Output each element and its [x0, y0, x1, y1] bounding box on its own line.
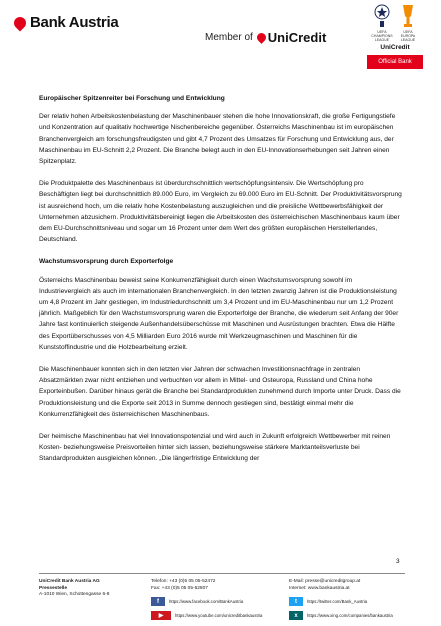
twitter-link[interactable] [289, 597, 367, 606]
uefa-official-bank-badge [367, 0, 423, 70]
section-heading-research: Europäischer Spitzenreiter bei Forschung und Entwicklung [39, 95, 225, 102]
youtube-icon: ▶ [151, 611, 171, 620]
facebook-link[interactable] [151, 597, 243, 606]
youtube-url[interactable]: https://www.youtube.com/unicreditbankaustria [175, 613, 263, 618]
europa-league-icon [399, 2, 417, 30]
xing-link[interactable] [289, 611, 393, 620]
page-footer [39, 573, 405, 626]
unicredit-label: UniCredit [267, 30, 327, 45]
page-header [0, 0, 441, 80]
champions-league-label: UEFA CHAMPIONS LEAGUE [371, 30, 393, 42]
facebook-icon: f [151, 597, 165, 606]
official-bank-label: Official Bank [367, 55, 423, 69]
xing-icon: x [289, 611, 303, 620]
europa-league-logo [399, 2, 417, 42]
section-heading-growth: Wachstumsvorsprung durch Exporterfolge [39, 258, 174, 266]
member-of-label: Member of [205, 32, 253, 43]
xing-url[interactable]: https://www.xing.com/companies/bankaustria [307, 613, 393, 618]
europa-league-label: UEFA EUROPA LEAGUE [400, 30, 416, 42]
facebook-url[interactable]: https://www.facebook.com/BankAustria [169, 599, 244, 604]
footer-email[interactable]: E-Mail: presse@unicreditgroup.at [289, 579, 361, 584]
badge-unicredit-label: UniCredit [380, 44, 410, 51]
twitter-icon: t [289, 597, 303, 606]
footer-web[interactable]: Internet: www.bankaustria.at [289, 585, 350, 591]
paragraph: Der relativ hohen Arbeitskostenbelastung der Maschinenbauer stehen die hohe Innovationskraft, die große Fertigungstiefe und Konzentration auf qualitativ hochwertige Nischenbereiche gegenüber. Österreichs Maschinenbau ist im europäischen Branchenvergleich am forschungsfreudigsten und gibt 4,7 Prozent des Umsatzes für Forschung und Entwicklung aus, der Maschinenbau im EU-Schnitt 2,2 Prozent. Die Branche belegt auch in den EU-Innovationserhebungen seit Jahren einen Spitzenplatz. [39, 113, 396, 166]
paragraph: Die Produktpalette des Maschinenbaus ist überdurchschnittlich wertschöpfungsintensiv. Die Wertschöpfung pro Beschäftigten liegt bei durchschnittlich 89.000 Euro, im Vergleich zu 69.000 Euro im EU-Schnitt. Der Produktivitätsvorsprung ist ausreichend hoch, um die relativ hohe Kostenbelastung auszugleichen und die preisliche Wettbewerbsfähigkeit der Unternehmen abzusichern. Produktivitätsbereinigt liegen die Arbeitskosten des österreichischen Maschinenbaus kaum über dem EU-Durchschnittsniveau und sogar um 16 Prozent unter dem Wert des größten europäischen Herstellerlandes, Deutschland. [39, 180, 402, 244]
press-release-body [39, 93, 405, 476]
unicredit-logo-icon [12, 14, 29, 31]
footer-fax: Fax: +43 (0)5 05 05-52807 [151, 585, 208, 591]
brand-name: Bank Austria [30, 14, 119, 31]
footer-street: A-1010 Wien, Schottengasse 6-8 [39, 592, 110, 597]
youtube-link[interactable] [151, 611, 262, 620]
paragraph: Österreichs Maschinenbau beweist seine Konkurrenzfähigkeit durch einen Wachstumsvorsprung sowohl im Industrievergleich als auch im internationalen Branchenvergleich. In den letzten zwanzig Jahren ist die Produktionsleistung um 4,8 Prozent im Jahr gestiegen, im Industriedurchschnitt um 3,4 Prozent und im EU-Maschinenbau nur um 1,2 Prozent jährlich. Maßgeblich für den Wachstumsvorsprung waren die Exporterfolge der Branche, die wiederum seit Anfang der 90er Jahre fast kontinuierlich steigende Außenhandelsüberschüsse mit Maschinen und Ausrüstungen brachten. Etwa die Hälfte des Exportüberschusses von 4,5 Milliarden Euro 2016 wurde mit Werkzeugmaschinen und Maschinen für die Kunststoffindustrie und die Holzbearbeitung erzielt. [39, 276, 399, 351]
footer-contact [289, 579, 360, 592]
footer-tel: Telefon: +43 (0)5 05 05-52472 [151, 579, 216, 584]
footer-dept: Pressestelle [39, 585, 68, 591]
champions-league-icon [373, 2, 391, 30]
footer-address [39, 579, 109, 599]
member-of-unicredit [205, 30, 326, 45]
champions-league-logo [373, 2, 391, 42]
bank-austria-logo [14, 14, 118, 31]
footer-company: UniCredit Bank Austria AG [39, 579, 100, 584]
unicredit-icon [255, 31, 268, 44]
paragraph: Der heimische Maschinenbau hat viel Innovationspotenzial und wird auch in Zukunft erfolgreich Wettbewerber mit reinen Kosten- beziehungsweise Preisvorteilen hinter sich lassen, beziehungsweise stärkere Marktanteilsverluste bei Standardprodukten ausgleichen können. „Die längerfristige Entwicklung der [39, 433, 391, 463]
paragraph: Die Maschinenbauer konnten sich in den letzten vier Jahren der schwachen Investitionsnachfrage in zentralen Absatzmärkten zwar nicht entziehen und verbuchten vor allem in Mittel- und Osteuropa, Russland und China hohe Exporteinbußen. Darüber hinaus gerät die Branche bei Standardprodukten zunehmend durch Importe unter Druck. Dass die Produktionsleistung und die Exporte seit 2013 in Summe dennoch gestiegen sind, bestätigt einmal mehr die Konkurrenzfähigkeit des österreichischen Maschinenbaus. [39, 366, 401, 418]
page-number: 3 [396, 558, 400, 565]
twitter-url[interactable]: https://twitter.com/Bank_Austria [307, 599, 368, 604]
footer-phone [151, 579, 215, 592]
